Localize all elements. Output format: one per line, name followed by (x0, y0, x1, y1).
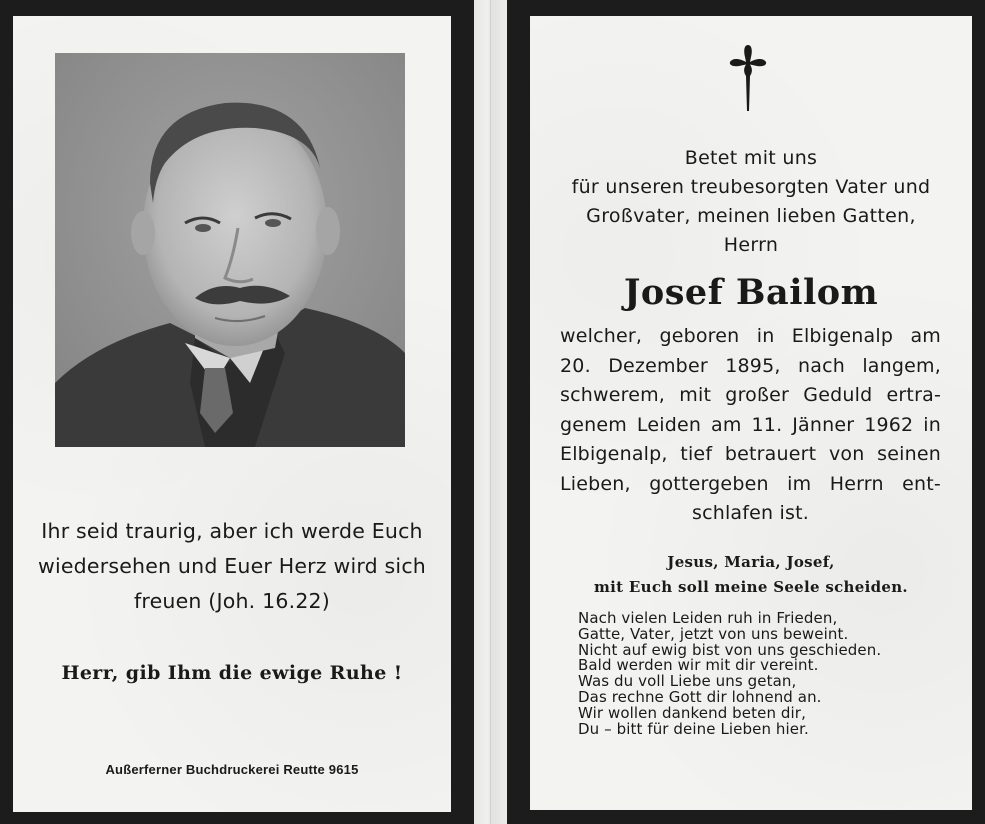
printer-imprint: Außerferner Buchdruckerei Reutte 9615 (105, 762, 359, 777)
deceased-name: Josef Bailom (623, 272, 879, 313)
intro-line: für unseren treubesorgten Vater und (571, 176, 931, 198)
invocation-line: mit Euch soll meine Seele scheiden. (594, 578, 908, 596)
bio-line: schlafen ist. (691, 502, 810, 524)
card-spine (474, 0, 507, 824)
intro-line: Herrn (723, 234, 779, 256)
portrait-illustration (55, 53, 405, 447)
intro-line: Betet mit uns (684, 147, 818, 169)
latin-cross-icon (729, 45, 767, 111)
intro-line: Großvater, meinen lieben Gatten, (586, 205, 916, 227)
invocation (530, 550, 972, 600)
poem-line: Was du voll Liebe uns getan, (578, 672, 797, 691)
portrait-photo (55, 53, 405, 447)
bio-line: Elbigenalp, tief betrauert von seinen (560, 443, 941, 465)
poem-line: Bald werden wir mit dir vereint. (578, 656, 819, 675)
bio-line: welcher, geboren in Elbigenalp am (560, 325, 941, 347)
memorial-poem (578, 611, 881, 737)
bio-line: genem Leiden am 11. Jänner 1962 in (560, 413, 941, 436)
quote-line: Ihr seid traurig, aber ich werde Euch (41, 519, 423, 543)
memorial-card-front (13, 16, 451, 812)
fold-line (490, 0, 491, 824)
poem-line: Du – bitt für deine Lieben hier. (578, 719, 809, 738)
poem-line: Gatte, Vater, jetzt von uns beweint. (578, 624, 849, 643)
poem-line: Nach vielen Leiden ruh in Frieden, (578, 609, 838, 627)
poem-line: Wir wollen dankend beten dir, (578, 703, 806, 722)
memorial-card-inside (530, 16, 972, 810)
bio-line: 20. Dezember 1895, nach langem, (560, 354, 941, 377)
poem-line: Das rechne Gott dir lohnend an. (578, 687, 822, 706)
intro-text (530, 144, 972, 260)
invocation-line: Jesus, Maria, Josef, (667, 553, 835, 571)
bio-line: schwerem, mit großer Geduld ertra- (560, 384, 941, 406)
bible-quote (13, 514, 451, 619)
quote-line: freuen (Joh. 16.22) (133, 589, 331, 613)
poem-line: Nicht auf ewig bist von uns geschieden. (578, 640, 882, 659)
bio-line: Lieben, gottergeben im Herrn ent- (560, 472, 941, 495)
biography-text (560, 322, 941, 529)
prayer-line: Herr, gib Ihm die ewige Ruhe ! (61, 662, 403, 684)
quote-line: wiedersehen und Euer Herz wird sich (38, 554, 426, 578)
